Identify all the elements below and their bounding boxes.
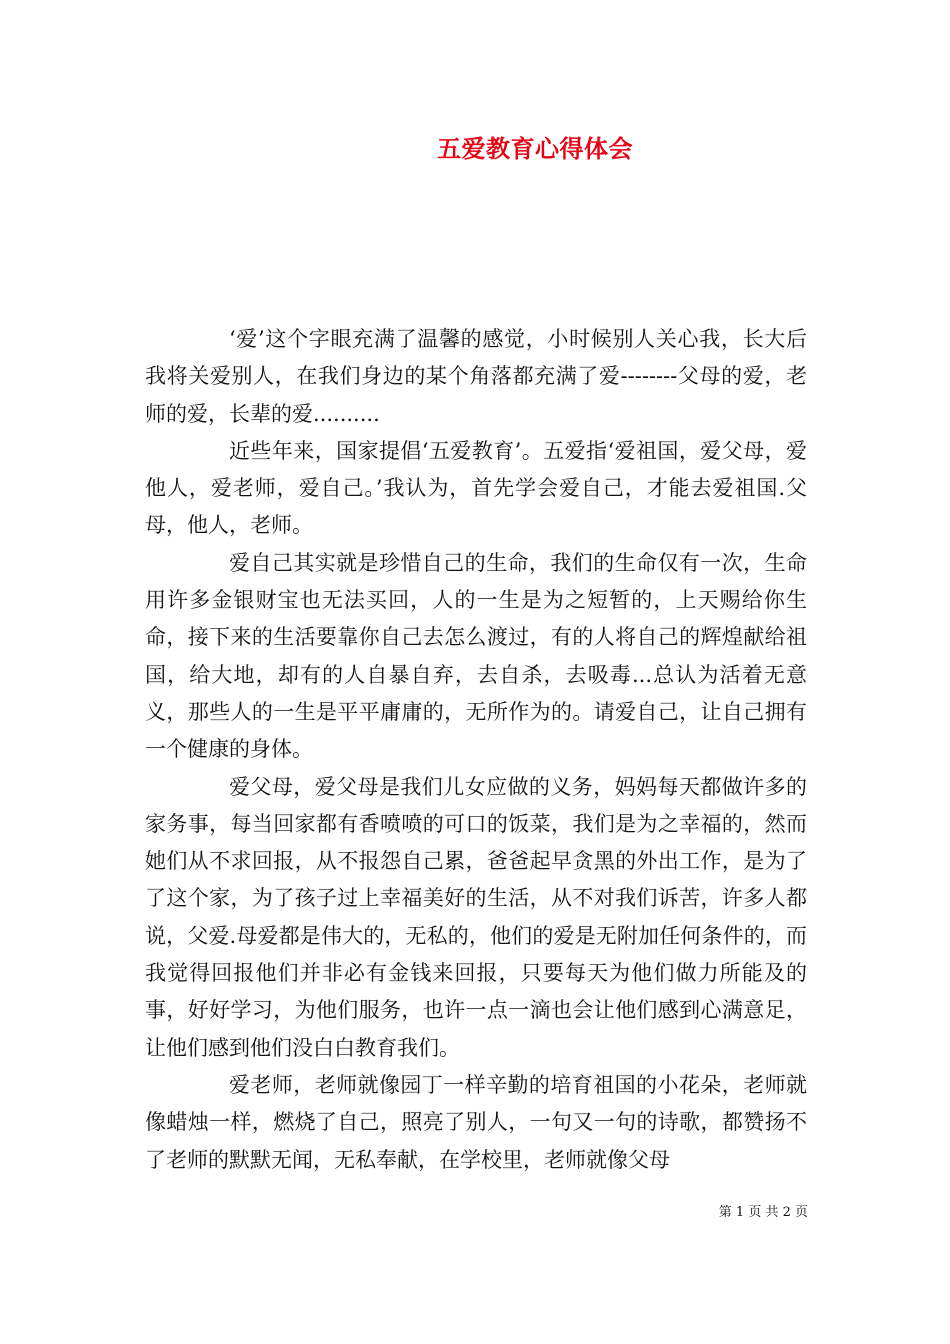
paragraph: 近些年来，国家提倡‘五爱教育’。五爱指‘爱祖国，爱父母，爱他人，爱老师，爱自己。’我认为，首先学会爱自己，才能去爱祖国.父母，他人，老师。 — [145, 438, 807, 538]
paragraph: 爱自己其实就是珍惜自己的生命，我们的生命仅有一次，生命用许多金银财宝也无法买回，人的一生是为之短暂的，上天赐给你生命，接下来的生活要靠你自己去怎么渡过，有的人将自己的辉煌献给祖国，给大地，却有的人自暴自弃，去自杀，去吸毒...总认为活着无意义，那些人的一生是平平庸庸的，无所作为的。请爱自己，让自己拥有一个健康的身体。 — [145, 550, 807, 762]
document-body — [145, 321, 807, 1179]
paragraph: 爱父母，爱父母是我们儿女应做的义务，妈妈每天都做许多的家务事，每当回家都有香喷喷的可口的饭菜，我们是为之幸福的，然而她们从不求回报，从不报怨自己累，爸爸起早贪黑的外出工作，是为了了这个家，为了孩子过上幸福美好的生活，从不对我们诉苦，许多人都说，父爱.母爱都是伟大的，无私的，他们的爱是无附加任何条件的，而我觉得回报他们并非必有金钱来回报，只要每天为他们做力所能及的事，好好学习，为他们服务，也许一点一滴也会让他们感到心满意足，让他们感到他们没白白教育我们。 — [145, 774, 807, 1060]
paragraph: ‘爱’这个字眼充满了温馨的感觉，小时候别人关心我，长大后我将关爱别人，在我们身边的某个角落都充满了爱--------父母的爱，老师的爱，长辈的爱.......... — [145, 327, 807, 426]
page-number-footer: 第 1 页 共 2 页 — [718, 1205, 808, 1220]
paragraph: 爱老师，老师就像园丁一样辛勤的培育祖国的小花朵，老师就像蜡烛一样，燃烧了自己，照亮了别人，一句又一句的诗歌，都赞扬不了老师的默默无闻，无私奉献，在学校里，老师就像父母 — [145, 1072, 807, 1172]
document-title: 五爱教育心得体会 — [437, 134, 633, 163]
